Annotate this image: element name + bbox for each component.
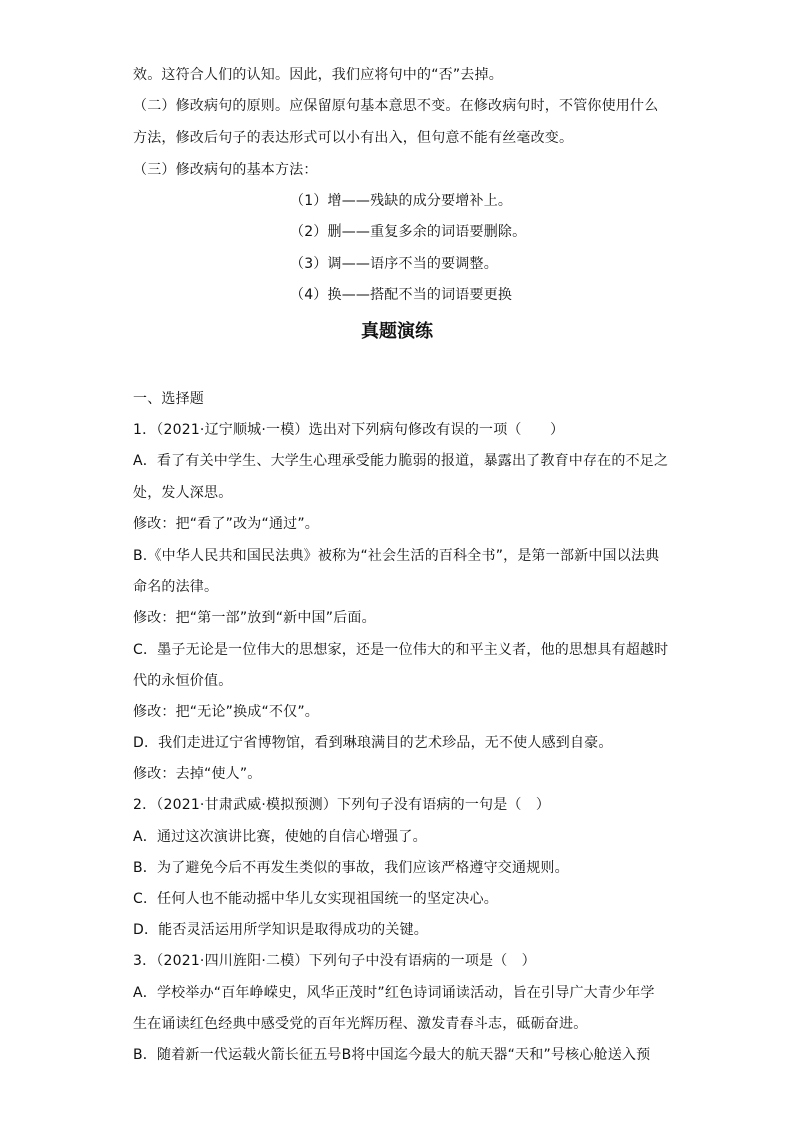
- question-line: A．看了有关中学生、大学生心理承受能力脆弱的报道，暴露出了教育中存在的不足之: [133, 453, 669, 469]
- question-line: C．任何人也不能动摇中华儿女实现祖国统一的坚定决心。: [133, 891, 498, 907]
- question-line: B.《中华人民共和国民法典》被称为“社会生活的百科全书”，是第一部新中国以法典: [133, 548, 660, 564]
- question-line: 处，发人深思。: [133, 485, 233, 501]
- question-line: D．能否灵活运用所学知识是取得成功的关键。: [133, 922, 428, 938]
- question-line: 1．（2021·辽宁顺城·一模）选出对下列病句修改有误的一项（ ）: [133, 422, 565, 438]
- intro-line: 方法，修改后句子的表达形式可以小有出入，但句意不能有丝毫改变。: [133, 130, 574, 146]
- section-title: 真题演练: [361, 321, 433, 342]
- question-line: 代的永恒价值。: [133, 673, 233, 689]
- method-item: （4）换——搭配不当的词语要更换: [290, 287, 513, 303]
- intro-line: 效。这符合人们的认知。因此，我们应将句中的“否”去掉。: [133, 67, 503, 83]
- question-line: 修改：把“第一部”放到“新中国”后面。: [133, 610, 376, 626]
- method-item: （3）调——语序不当的要调整。: [290, 256, 498, 272]
- question-line: B．为了避免今后不再发生类似的事故，我们应该严格遵守交通规则。: [133, 860, 569, 876]
- question-line: 修改：把“无论”换成“不仅”。: [133, 704, 320, 720]
- question-line: 2．（2021·甘肃武威·模拟预测）下列句子没有语病的一句是（ ）: [133, 797, 551, 813]
- question-line: 3．（2021·四川旌阳·二模）下列句子中没有语病的一项是（ ）: [133, 953, 536, 969]
- intro-line: （三）修改病句的基本方法：: [133, 162, 318, 178]
- part-title: 一、选择题: [133, 391, 204, 407]
- method-item: （1）增——残缺的成分要增补上。: [290, 193, 513, 209]
- question-line: A．学校举办“百年峥嵘史，风华正茂时”红色诗词诵读活动，旨在引导广大青少年学: [133, 985, 655, 1001]
- question-line: 命名的法律。: [133, 579, 219, 595]
- intro-line: （二）修改病句的原则。应保留原句基本意思不变。在修改病句时，不管你使用什么: [133, 98, 659, 114]
- question-line: 生在诵读红色经典中感受党的百年光辉历程、激发青春斗志，砥砺奋进。: [133, 1016, 588, 1032]
- question-line: B．随着新一代运载火箭长征五号B将中国迄今最大的航天器“天和”号核心舱送入预: [133, 1047, 651, 1063]
- question-line: 修改：去掉“使人”。: [133, 766, 262, 782]
- question-line: C．墨子无论是一位伟大的思想家，还是一位伟大的和平主义者，他的思想具有超越时: [133, 642, 669, 658]
- question-line: A．通过这次演讲比赛，使她的自信心增强了。: [133, 829, 427, 845]
- question-line: 修改：把“看了”改为“通过”。: [133, 516, 320, 532]
- question-line: D．我们走进辽宁省博物馆，看到琳琅满目的艺术珍品，无不使人感到自豪。: [133, 735, 613, 751]
- method-item: （2）删——重复多余的词语要删除。: [290, 224, 527, 240]
